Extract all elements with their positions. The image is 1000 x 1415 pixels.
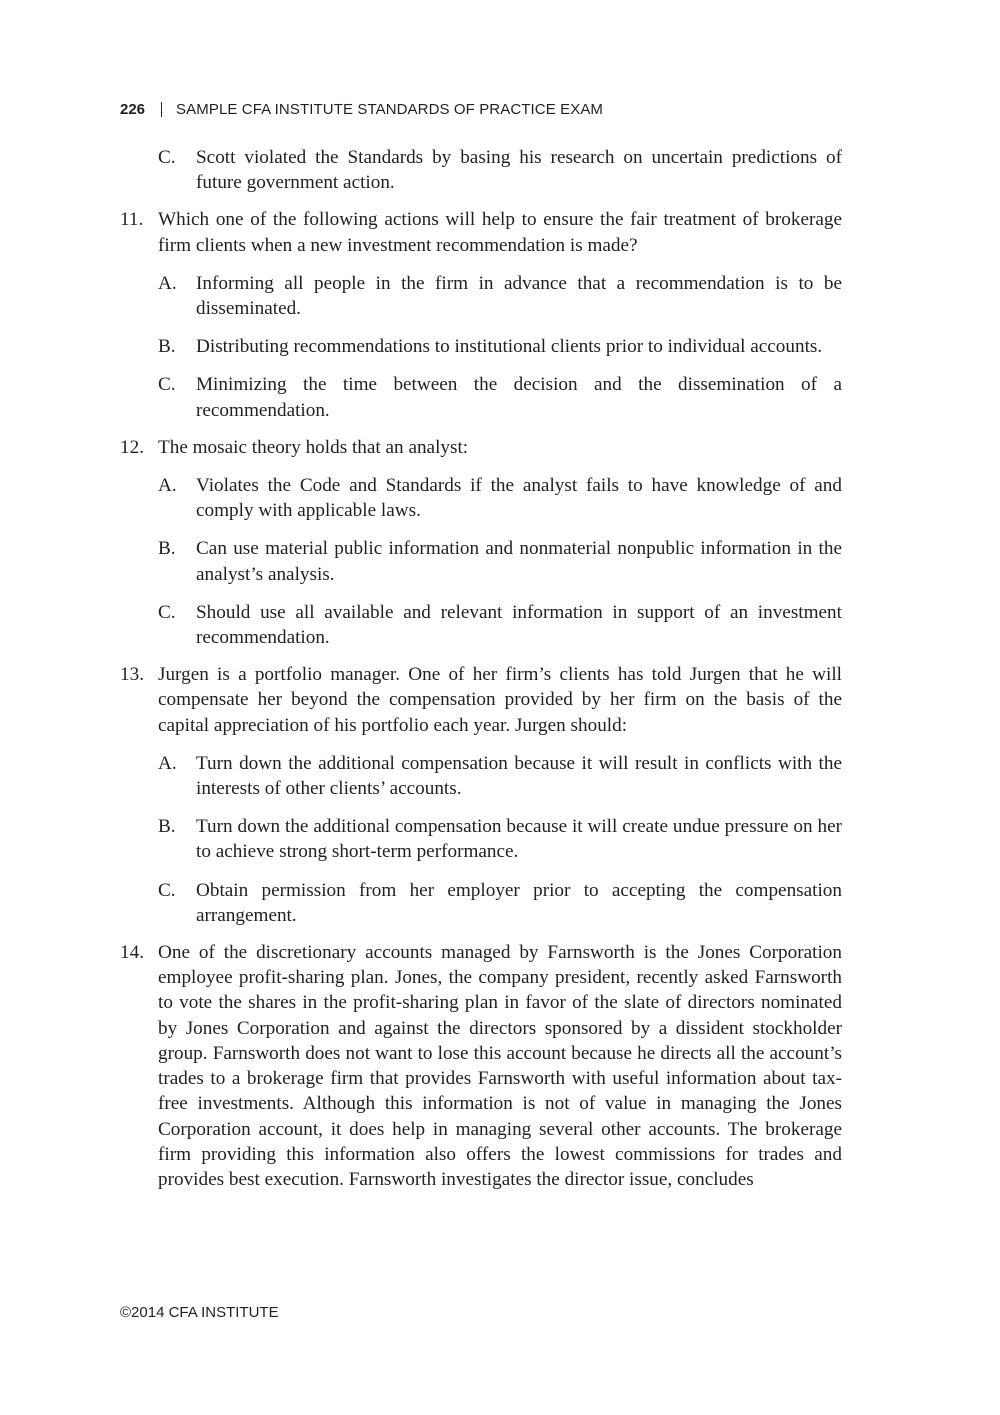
option-letter: A. [158,475,177,497]
option-letter: C. [158,374,176,396]
question-text: Which one of the following actions will help to ensure the fair treatment of brokerage firm clients when a new investment recommendation is made? [158,209,842,256]
running-title: SAMPLE CFA INSTITUTE STANDARDS OF PRACTICE EXAM [176,100,604,118]
option-text: Turn down the additional compensation because it will result in conflicts with the interests of other clients’ accounts. [196,752,842,800]
option-text: Minimizing the time between the decision and the dissemination of a recommendation. [196,374,842,421]
question-12 [120,435,842,460]
option-text: Obtain permission from her employer prior to accepting the compensation arrangement. [196,879,842,926]
header-divider [161,102,162,117]
option-letter: B. [158,816,176,838]
page-number: 226 [120,100,146,118]
question-13-option-c [158,878,842,928]
option-letter: B. [158,538,176,560]
option-text: Informing all people in the firm in advance that a recommendation is to be disseminated. [196,272,842,320]
question-number: 11. [120,209,144,231]
option-letter: C. [158,147,176,168]
question-12-option-c [158,600,842,650]
page-body [120,145,842,1192]
question-13-option-b [158,814,842,864]
option-letter: A. [158,272,177,294]
option-text: Should use all available and relevant information in support of an investment recommendation. [196,601,842,649]
option-text: Can use material public information and nonmaterial nonpublic information in the analyst’s analysis. [196,538,842,585]
question-13 [120,662,842,738]
option-letter: A. [158,752,177,774]
option-letter: C. [158,879,176,901]
option-text: Turn down the additional compensation because it will create undue pressure on her to achieve strong short-term performance. [196,816,842,863]
option-text: Scott violated the Standards by basing his research on uncertain predictions of future government action. [196,147,842,194]
question-11-option-a [158,271,842,321]
question-text: The mosaic theory holds that an analyst: [158,436,469,458]
question-12-option-a [158,473,842,523]
copyright-footer: ©2014 CFA INSTITUTE [120,1304,279,1321]
option-letter: B. [158,336,176,358]
question-number: 13. [120,664,144,686]
question-11 [120,207,842,257]
question-12-option-b [158,536,842,586]
option-letter: C. [158,601,176,623]
carryover-option [158,145,842,195]
option-text: Violates the Code and Standards if the analyst fails to have knowledge of and comply with applicable laws. [196,475,842,522]
question-11-option-c [158,372,842,422]
question-11-option-b [158,334,842,359]
option-text: Distributing recommendations to institutional clients prior to individual accounts. [196,336,823,358]
question-14 [120,940,842,1192]
question-13-option-a [158,751,842,801]
question-number: 14. [120,942,144,964]
question-text: Jurgen is a portfolio manager. One of her firm’s clients has told Jurgen that he will compensate her beyond the compensation provided by her firm on the basis of the capital appreciation of his portfolio each year. Jurgen should: [158,664,842,736]
running-header [120,97,603,121]
question-number: 12. [120,436,144,458]
question-text: One of the discretionary accounts managed by Farnsworth is the Jones Corporation employee profit-sharing plan. Jones, the company president, recently asked Farnsworth to vote the shares in the profit-sharing plan in favor of the slate of directors nominated by Jones Corporation and against the directors sponsored by a dissident stockholder group. Farnsworth does not want to lose this account because he directs all the account’s trades to a brokerage firm that provides Farnsworth with useful information about tax-free investments. Although this information is not of value in managing the Jones Corporation account, it does help in managing several other accounts. The brokerage firm providing this information also offers the lowest commissions for trades and provides best execution. Farnsworth investigates the director issue, concludes [158,942,842,1190]
